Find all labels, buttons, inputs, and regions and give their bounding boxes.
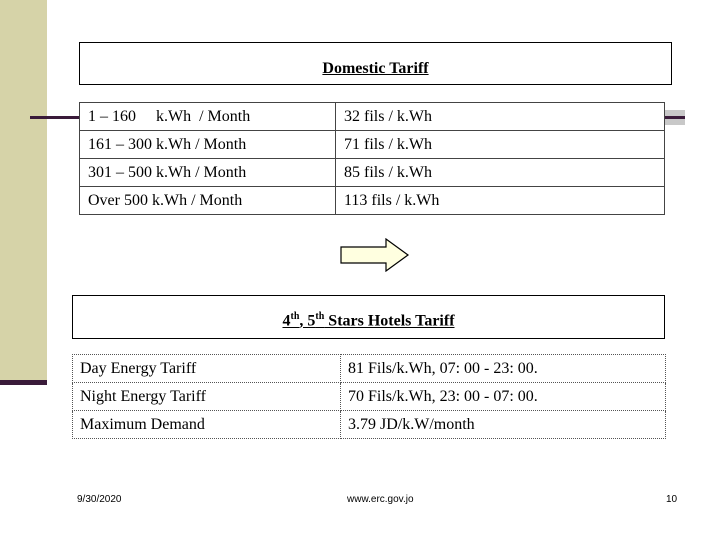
sidebar-rule (0, 380, 47, 385)
footer-site: www.erc.gov.jo (347, 494, 414, 505)
right-rule (665, 116, 685, 119)
domestic-tariff-title (79, 42, 672, 85)
value-cell: 81 Fils/k.Wh, 07: 00 - 23: 00. (341, 355, 666, 383)
hotels-tariff-table (72, 354, 666, 439)
table-row (80, 131, 665, 159)
right-arrow-icon (340, 238, 410, 272)
footer-date: 9/30/2020 (77, 494, 122, 505)
value-cell: 70 Fils/k.Wh, 23: 00 - 07: 00. (341, 383, 666, 411)
rate-cell: 32 fils / k.Wh (336, 103, 665, 131)
table-row (80, 159, 665, 187)
range-cell: 1 – 160 k.Wh / Month (80, 103, 336, 131)
hotels-tariff-title-text: 4th, 5th Stars Hotels Tariff (282, 311, 455, 330)
footer-page-number: 10 (666, 494, 678, 505)
domestic-tariff-table (79, 102, 665, 215)
sidebar-accent (0, 0, 47, 385)
domestic-tariff-title-text: Domestic Tariff (322, 59, 429, 77)
left-rule (30, 116, 80, 119)
range-cell: 301 – 500 k.Wh / Month (80, 159, 336, 187)
table-row (80, 103, 665, 131)
range-cell: 161 – 300 k.Wh / Month (80, 131, 336, 159)
item-cell: Day Energy Tariff (73, 355, 341, 383)
item-cell: Night Energy Tariff (73, 383, 341, 411)
value-cell: 3.79 JD/k.W/month (341, 411, 666, 439)
table-row (73, 411, 666, 439)
table-row (73, 355, 666, 383)
rate-cell: 85 fils / k.Wh (336, 159, 665, 187)
hotels-tariff-title (72, 295, 665, 339)
range-cell: Over 500 k.Wh / Month (80, 187, 336, 215)
table-row (80, 187, 665, 215)
rate-cell: 113 fils / k.Wh (336, 187, 665, 215)
table-row (73, 383, 666, 411)
rate-cell: 71 fils / k.Wh (336, 131, 665, 159)
item-cell: Maximum Demand (73, 411, 341, 439)
